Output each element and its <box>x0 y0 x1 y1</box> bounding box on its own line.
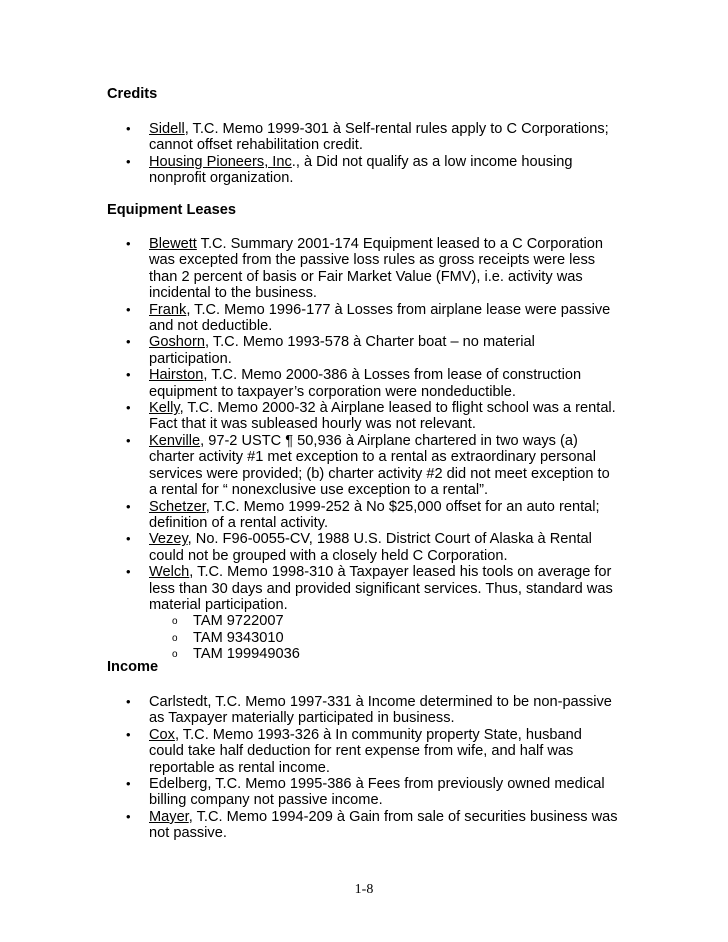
tam-sublist <box>149 613 619 662</box>
case-text: , T.C. Memo 1999-252 à No $25,000 offset for an auto rental; definition of a rental activity. <box>149 498 600 531</box>
case-text: Carlstedt, T.C. Memo 1997-331 à Income determined to be non-passive as Taxpayer materially participated in business. <box>149 694 612 727</box>
list-item <box>0 727 619 776</box>
case-text: , No. F96-0055-CV, 1988 U.S. District Court of Alaska à Rental could not be grouped with a closely held C Corporation. <box>149 531 592 564</box>
page-number: 1-8 <box>354 882 374 897</box>
case-name: Frank <box>149 301 187 318</box>
case-text: , T.C. Memo 1993-326 à In community property State, husband could take half deduction for rent expense from wife, and half was reportable as rental income. <box>149 726 582 776</box>
bullet-icon: • <box>126 498 131 514</box>
income-list <box>0 694 728 842</box>
case-name: Schetzer <box>149 498 206 515</box>
bullet-icon: • <box>126 776 131 792</box>
list-item <box>0 367 619 400</box>
case-text: , 97-2 USTC ¶ 50,936 à Airplane chartered in two ways (a) charter activity #1 met exception to a rental as extraordinary personal services were provided; (b) charter activity #2 did not meet exception to a rental for “ nonexclusive use exception to a rental”. <box>149 432 610 499</box>
case-name: Blewett <box>149 236 197 252</box>
equipment-heading: Equipment Leases <box>107 202 236 218</box>
list-item <box>0 236 619 302</box>
case-text: , T.C. Memo 1994-209 à Gain from sale of securities business was not passive. <box>149 808 618 842</box>
income-heading: Income <box>107 659 159 675</box>
list-item <box>0 776 619 809</box>
sub-list-item <box>149 646 619 662</box>
sub-list-item <box>149 630 619 646</box>
bullet-icon: • <box>126 153 131 169</box>
bullet-icon: • <box>126 400 131 416</box>
case-name: Housing Pioneers, Inc <box>149 153 292 170</box>
bullet-icon: • <box>126 121 131 136</box>
circle-bullet-icon: o <box>172 632 178 644</box>
case-name: Sidell <box>149 121 185 137</box>
case-name: Welch <box>149 564 190 581</box>
case-name: Cox <box>149 726 175 743</box>
circle-bullet-icon: o <box>172 649 178 661</box>
bullet-icon: • <box>126 564 131 580</box>
case-text: T.C. Summary 2001-174 Equipment leased to a C Corporation was excepted from the passive loss rules as gross receipts were less than 2 percent of basis or Fair Market Value (FMV), i.e. activity was incidental to the business. <box>149 236 603 302</box>
circle-bullet-icon: o <box>172 616 178 628</box>
case-text: , T.C. Memo 1993-578 à Charter boat – no material participation. <box>149 334 535 367</box>
list-item <box>0 499 619 532</box>
case-text: , T.C. Memo 2000-386 à Losses from lease of construction equipment to taxpayer’s corporation were nondeductible. <box>149 367 582 400</box>
case-text: , T.C. Memo 1998-310 à Taxpayer leased his tools on average for less than 30 days and provided significant services. Thus, standard was material participation. <box>149 564 613 613</box>
sub-list-item <box>149 613 619 629</box>
bullet-icon: • <box>126 367 131 383</box>
list-item <box>0 531 619 564</box>
list-item <box>0 564 619 662</box>
case-text: Edelberg, T.C. Memo 1995-386 à Fees from previously owned medical billing company not passive income. <box>149 776 605 809</box>
list-item <box>0 121 619 154</box>
list-item <box>0 694 619 727</box>
tam-text: TAM 199949036 <box>193 646 300 663</box>
bullet-icon: • <box>126 694 131 709</box>
case-text: , T.C. Memo 1996-177 à Losses from airplane lease were passive and not deductible. <box>149 301 611 335</box>
list-item <box>0 433 619 499</box>
case-name: Goshorn <box>149 334 205 351</box>
case-text: , T.C. Memo 2000-32 à Airplane leased to flight school was a rental. Fact that it was subleased hourly was not relevant. <box>149 400 616 433</box>
case-name: Kelly <box>149 400 180 417</box>
bullet-icon: • <box>126 726 131 742</box>
tam-text: TAM 9343010 <box>193 629 284 646</box>
bullet-icon: • <box>126 236 131 251</box>
bullet-icon: • <box>126 808 131 824</box>
list-item <box>0 400 619 433</box>
bullet-icon: • <box>126 432 131 448</box>
list-item <box>0 334 619 367</box>
case-name: Hairston <box>149 367 204 384</box>
equipment-list <box>0 236 728 663</box>
bullet-icon: • <box>126 301 131 317</box>
tam-text: TAM 9722007 <box>193 613 284 630</box>
list-item <box>0 154 619 187</box>
case-text: ., à Did not qualify as a low income housing nonprofit organization. <box>149 153 573 187</box>
credits-heading: Credits <box>107 86 158 102</box>
case-name: Kenville <box>149 432 201 449</box>
case-name: Vezey <box>149 531 188 548</box>
case-name: Mayer <box>149 808 189 825</box>
credits-list <box>0 121 728 187</box>
list-item <box>0 302 619 335</box>
list-item <box>0 809 619 842</box>
bullet-icon: • <box>126 334 131 350</box>
case-text: , T.C. Memo 1999-301 à Self-rental rules apply to C Corporations; cannot offset rehabilitation credit. <box>149 121 609 154</box>
bullet-icon: • <box>126 531 131 547</box>
